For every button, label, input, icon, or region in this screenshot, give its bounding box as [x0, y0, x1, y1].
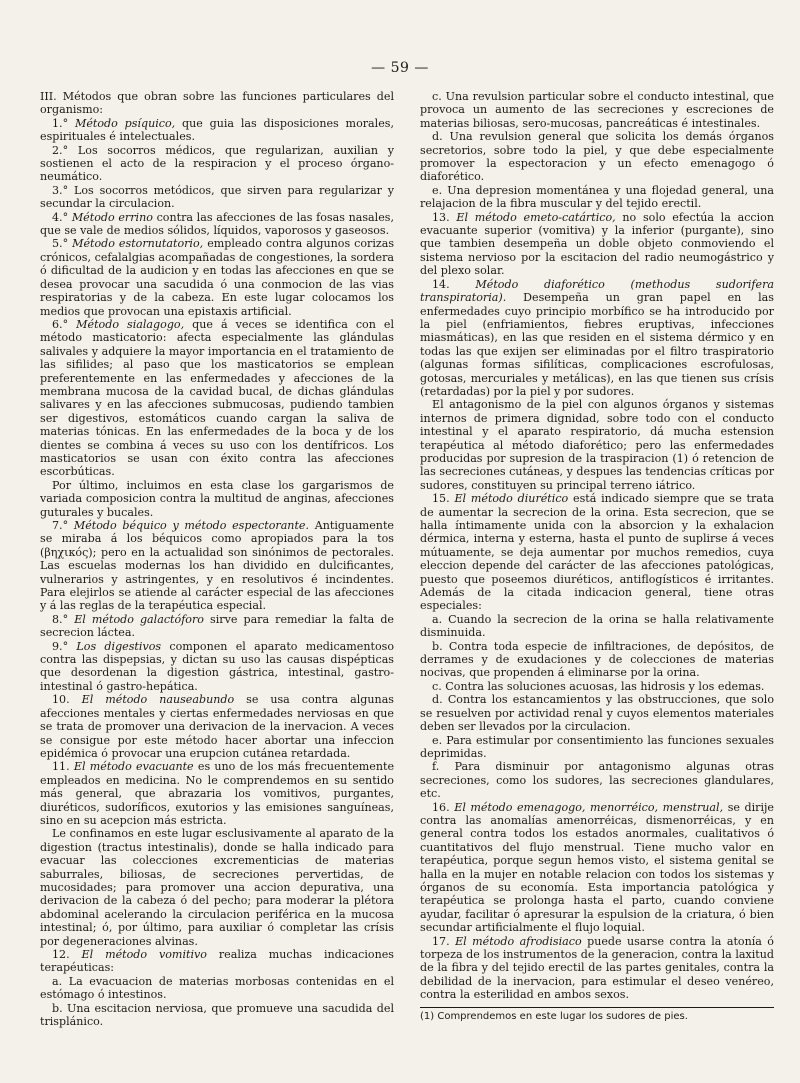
paragraph-text: realiza muchas indicaciones terapéuticas:: [40, 948, 395, 975]
paragraph-number: 7.°: [52, 519, 69, 532]
paragraph: [40, 144, 394, 184]
paragraph-number: 5.°: [52, 237, 69, 251]
paragraph-number: b.: [52, 1001, 63, 1015]
paragraph: [420, 90, 774, 130]
paragraph-number: 8.°: [52, 612, 69, 626]
paragraph: [420, 278, 774, 399]
paragraph-text: Contra las soluciones acuosas, las hidrosis y los edemas.: [445, 679, 765, 693]
paragraph-text: Los socorros metódicos, que sirven para regularizar y secundar la circulacion.: [40, 183, 395, 211]
paragraph: [40, 318, 394, 479]
paragraph-number: b.: [432, 639, 443, 653]
paragraph-text: no solo efectúa la accion evacuante superior (vomitiva) y la inferior (purgante), sino que tambien desempeña un doble objeto conmoviendo el sistema nervioso por la escitacion del radio neumogástrico y del plexo solar.: [420, 210, 774, 278]
paragraph-text: está indicado siempre que se trata de aumentar la secrecion de la orina. Esta secrecion, que se halla íntimamente unida con la absorcion y la exhalacion dérmica, interna y esterna, hasta el punto de suplirse á veces mútuamente, se deja aumentar por muchos remedios, cuya eleccion depende del carácter de las afecciones patológicas, puesto que poseemos diuréticos, antiflogísticos é irritantes. Además de la citada indicacion general, tiene otras especiales:: [420, 492, 774, 613]
paragraph-text: Para disminuir por antagonismo algunas otras secreciones, como los sudores, las secreciones glandulares, etc.: [420, 760, 774, 801]
paragraph-number: 12.: [52, 948, 70, 961]
method-title: Los digestivos: [76, 639, 162, 653]
paragraph-text: empleado contra algunos corizas crónicos, cefalalgias acompañadas de congestiones, la sordera ó dificultad de la audicion y en todas las afecciones en que se desea provocar una sacudida ó una conmocion de las vias respiratorias y de la cabeza. En este lugar colocamos los medios que provocan una epistaxis artificial.: [40, 237, 395, 318]
paragraph-text: El antagonismo de la piel con algunos órganos y sistemas internos de primera dignidad, sobre todo con el conducto intestinal y el aparato respiratorio, dá mucha estension terapéutica al método diaforético; pero las enfermedades producidas por supresion de la traspiracion (1) ó retencion de las secreciones cutáneas, y despues las tendencias críticas por sudores, constituyen su principal terreno iátrico.: [420, 398, 774, 492]
paragraph: [40, 975, 394, 1002]
paragraph-text: La evacuacion de materias morbosas contenidas en el estómago ó intestinos.: [40, 974, 394, 1002]
right-column-paragraphs: [420, 90, 774, 1002]
footnote: (1) Comprendemos en este lugar los sudores de pies.: [420, 1010, 688, 1022]
method-title: El método evacuante: [73, 760, 194, 774]
paragraph: [40, 693, 394, 760]
paragraph-text: III. Métodos que obran sobre las funciones particulares del organismo:: [40, 90, 394, 117]
paragraph: [420, 492, 774, 613]
paragraph-text: Para estimular por consentimiento las funciones sexuales deprimidas.: [420, 733, 774, 760]
paragraph-number: 14.: [432, 277, 450, 291]
paragraph-text: sirve para remediar la falta de secrecion láctea.: [40, 612, 395, 640]
paragraph-number: 16.: [432, 800, 450, 814]
paragraph-number: c.: [432, 90, 442, 103]
left-column: [40, 90, 394, 1028]
paragraph-number: 4.°: [52, 210, 69, 224]
paragraph-number: 3.°: [52, 183, 69, 197]
paragraph-number: 17.: [432, 934, 450, 948]
method-title: Método béquico y método espectorante.: [73, 519, 309, 532]
paragraph: [40, 479, 394, 519]
method-title: El método emeto-catártico,: [456, 210, 616, 224]
paragraph: [40, 117, 394, 144]
paragraph: [40, 948, 394, 975]
method-title: El método nauseabundo: [81, 693, 235, 707]
paragraph-number: 15.: [432, 492, 450, 506]
method-title: El método vomitivo: [81, 948, 207, 961]
method-title: El método emenagogo, menorréico, menstrual,: [454, 800, 724, 814]
paragraph: [420, 734, 774, 761]
paragraph: [420, 613, 774, 640]
page-number: — 59 —: [371, 60, 429, 76]
paragraph: [420, 640, 774, 680]
paragraph-text: Cuando la secrecion de la orina se halla relativamente disminuida.: [420, 612, 774, 640]
paragraph-text: es uno de los más frecuentemente empleados en medicina. No le comprendemos en su sentido más general, que abrazaria los vomitivos, purgantes, diuréticos, sudoríficos, exutorios y las emisiones sanguíneas, sino en su acepcion más estricta.: [40, 760, 395, 827]
paragraph-text: se usa contra algunas afecciones mentales y ciertas enfermedades nerviosas en que se trata de promover una derivacion de la inervacion. A veces se consigue por este método hacer abortar una infeccion epidémica ó provocar una erupcion cutánea retardada.: [40, 693, 394, 760]
paragraph-number: e.: [432, 733, 443, 747]
paragraph-text: Los socorros médicos, que regularizan, auxilian y sostienen el acto de la respiracion y el proceso órgano-neumático.: [40, 143, 395, 184]
text-columns: [40, 90, 774, 1028]
paragraph: [420, 398, 774, 492]
method-title: Método diaforético (methodus sudorifera transpiratoria).: [420, 277, 774, 305]
paragraph-text: Una revulsion particular sobre el conducto intestinal, que provoca un aumento de las secreciones y escreciones de materias biliosas, sero-mucosas, pancreáticas é intestinales.: [420, 90, 774, 130]
paragraph-number: 1.°: [52, 116, 69, 130]
method-title: Método sialagogo,: [76, 317, 185, 331]
paragraph: [40, 211, 394, 238]
paragraph: [420, 693, 774, 733]
paragraph-text: Antiguamente se miraba á los béquicos como apropiados para la tos (βηχικός); pero en la actualidad son sinónimos de pectorales. Las escuelas modernas los han dividido en dulcificantes, vulnerarios y astringentes, y en resolutivos é incindentes. Para elejirlos se atiende al carácter especial de las afecciones y á las reglas de la terapéutica especial.: [40, 519, 394, 613]
paragraph: [40, 184, 394, 211]
paragraph-number: 10.: [52, 693, 70, 707]
paragraph-text: que á veces se identifica con el método masticatorio: afecta especialmente las glándulas salivales y adquiere la mayor importancia en el tratamiento de las sifilides; al paso que los masticatorios se emplean preferentemente en las enfermedades y afecciones de la membrana mucosa de la cavidad bucal, de dichas glándulas salivares y en las afecciones submucosas, pudiendo tambien ser digestivos, estomáticos cuando cargan la saliva de materias tónicas. En las enfermedades de la boca y de los dientes se combina á veces su uso con los dentífricos. Los masticatorios se usan con éxito contra las afecciones escorbúticas.: [40, 317, 395, 479]
paragraph: [420, 760, 774, 800]
paragraph: [420, 211, 774, 278]
paragraph-text: Una revulsion general que solicita los demás órganos secretorios, sobre todo la piel, y que debe especialmente promover la espectoracion y un efecto emenagogo ó diaforético.: [420, 130, 774, 184]
paragraph-text: componen el aparato medicamentoso contra las dispepsias, y dictan su uso las causas dispépticas que desordenan la digestion gástrica, intestinal, gastro-intestinal ó gastro-hepática.: [40, 639, 395, 693]
paragraph-text: Por último, incluimos en esta clase los gargarismos de variada composicion contra la multitud de anginas, afecciones guturales y bucales.: [40, 478, 394, 519]
paragraph-text: Le confinamos en este lugar esclusivamente al aparato de la digestion (tractus intestinalis), donde se halla indicado para evacuar las colecciones excrementicias de materias saburrales, biliosas, de secreciones pervertidas, de mucosidades; para promover una accion depurativa, una derivacion de la cabeza ó del pecho; para moderar la plétora abdominal acelerando la circulacion periférica en la mucosa intestinal; ó, por último, para auxiliar ó completar las crísis por degeneraciones alvinas.: [40, 827, 394, 948]
paragraph-text: puede usarse contra la atonía ó torpeza de los instrumentos de la generacion, contra la laxitud de la fibra y del tejido erectil de las partes genitales, contra la debilidad de la inervacion, para estimular el deseo venéreo, contra la esterilidad en ambos sexos.: [420, 934, 774, 1002]
paragraph-text: se dirije contra las anomalías amenorréicas, dismenorréicas, y en general contra todos los estados anormales, cualitativos ó cuantitativos del flujo menstrual. Tiene mucho valor en terapéutica, porque segun hemos visto, el sistema genital se halla en la mujer en notable relacion con todos los sistemas y órganos de su economía. Esta importancia patológica y terapéutica se prolonga hasta el parto, cuando conviene ayudar, facilitar ó apresurar la espulsion de la criatura, ó bien secundar artificialmente el flujo loquial.: [420, 800, 775, 935]
paragraph-number: a.: [432, 612, 443, 626]
paragraph-number: d.: [432, 130, 443, 144]
paragraph: [40, 90, 394, 117]
method-title: El método galactóforo: [74, 612, 204, 626]
paragraph: [420, 801, 774, 935]
paragraph-text: Contra toda especie de infiltraciones, de depósitos, de derrames y de exudaciones y de colecciones de materias nocivas, que propenden á eliminarse por la orina.: [420, 639, 774, 680]
paragraph: [40, 613, 394, 640]
method-title: Método psíquico,: [74, 116, 176, 130]
paragraph-text: Una escitacion nerviosa, que promueve una sacudida del trisplánico.: [40, 1001, 394, 1029]
method-title: Método estornutatorio,: [72, 237, 204, 251]
paragraph: [420, 130, 774, 184]
method-title: Método errino: [71, 210, 153, 224]
method-title: El método afrodisiaco: [455, 934, 582, 948]
paragraph-text: Desempeña un gran papel en las enfermedades cuyo principio morbífico se ha introducido por la piel (enfriamientos, fiebres eruptivas, infecciones miasmáticas), en las que residen en el sistema dérmico y en todas las que exijen ser eliminadas por el filtro traspiratorio (algunas formas sifilíticas, complicaciones escrofulosas, gotosas, mercuriales y metálicas), en las que tienen sus crísis (retardadas) por la piel y por sudores.: [420, 291, 774, 398]
paragraph: [40, 519, 394, 613]
footnote-divider: [420, 1007, 774, 1008]
paragraph: [40, 640, 394, 694]
paragraph-number: e.: [432, 183, 443, 197]
paragraph: [40, 760, 394, 827]
paragraph: [420, 184, 774, 211]
paragraph-number: c.: [432, 679, 442, 693]
paragraph: [40, 827, 394, 948]
paragraph-number: 6.°: [52, 317, 69, 331]
right-column: [420, 90, 774, 1028]
paragraph-number: 2.°: [52, 143, 69, 157]
paragraph-number: 9.°: [52, 639, 69, 653]
paragraph-number: a.: [52, 974, 63, 988]
method-title: El método diurético: [454, 492, 569, 506]
paragraph-text: Una depresion momentánea y una flojedad general, una relajacion de la fibra muscular y del tejido erectil.: [420, 183, 774, 211]
paragraph-number: d.: [432, 693, 443, 707]
paragraph: [420, 935, 774, 1002]
paragraph: [40, 1002, 394, 1029]
paragraph-number: f.: [432, 760, 440, 774]
paragraph-number: 11.: [52, 760, 70, 774]
paragraph-number: 13.: [432, 210, 450, 224]
paragraph-text: que guia las disposiciones morales, espirituales é intelectuales.: [40, 116, 395, 144]
paragraph-text: Contra los estancamientos y las obstrucciones, que solo se resuelven por actividad renal y cuyos elementos materiales deben ser llevados por la circulacion.: [420, 693, 774, 734]
paragraph: [40, 237, 394, 317]
paragraph: [420, 680, 774, 693]
paragraph-text: contra las afecciones de las fosas nasales, que se vale de medios sólidos, líquidos, vaporosos y gaseosos.: [40, 210, 394, 238]
